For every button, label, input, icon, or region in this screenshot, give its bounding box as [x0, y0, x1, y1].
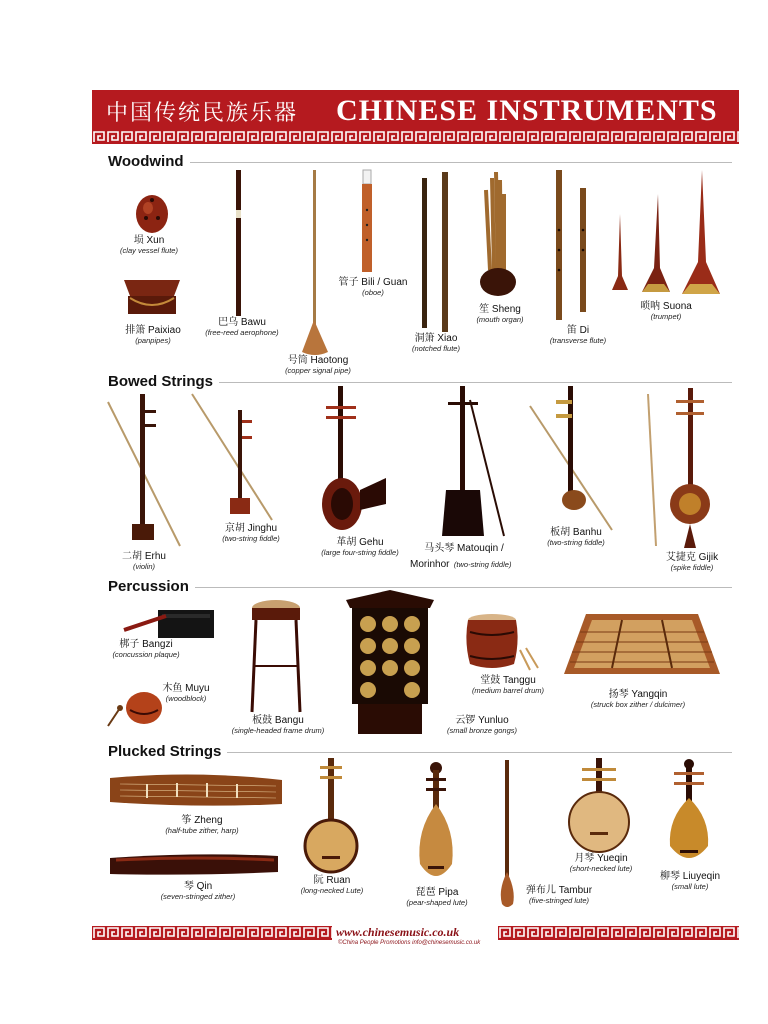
footer-credit: ©China People Promotions info@chinesemusic.co.uk	[338, 940, 481, 946]
footer-url[interactable]: www.chinesemusic.co.uk	[336, 925, 460, 939]
pipa-image	[414, 760, 458, 890]
caption-erhu: 二胡 Erhu (violin)	[122, 551, 166, 571]
caption-tambur: 弹布儿 Tambur (five-stringed lute)	[525, 885, 593, 905]
caption-bangzi: 梆子 Bangzi (concussion plaque)	[112, 639, 180, 659]
caption-sheng: 笙 Sheng (mouth organ)	[476, 304, 524, 324]
caption-bangu: 板鼓 Bangu (single-headed frame drum)	[231, 715, 325, 735]
zheng-image	[106, 772, 284, 812]
title-english: CHINESE INSTRUMENTS	[336, 94, 718, 127]
caption-paixiao: 排箫 Paixiao (panpipes)	[125, 325, 181, 345]
yunluo-image	[344, 590, 436, 738]
paixiao-image	[120, 276, 184, 324]
caption-guan: 管子 Bili / Guan (oboe)	[338, 277, 408, 297]
section-plucked-strings: Plucked Strings	[108, 743, 227, 760]
bawu-image	[234, 170, 244, 316]
caption-di: 笛 Di (transverse flute)	[549, 325, 607, 345]
title-chinese: 中国传统民族乐器	[106, 101, 299, 126]
gehu-image	[320, 386, 390, 536]
section-bowed-strings: Bowed Strings	[108, 373, 219, 390]
caption-morinhor: Morinhor (two-string fiddle)	[410, 559, 512, 570]
haotong-image	[300, 170, 330, 356]
caption-gijik: 艾捷克 Gijik (spike fiddle)	[665, 552, 719, 572]
caption-yunluo: 云锣 Yunluo (small bronze gongs)	[446, 715, 518, 735]
yangqin-image	[562, 612, 722, 678]
caption-zheng: 筝 Zheng (half-tube zither, harp)	[165, 815, 239, 835]
guan-image	[360, 170, 374, 272]
caption-banhu: 板胡 Banhu (two-string fiddle)	[547, 527, 605, 547]
caption-xiao: 洞箫 Xiao (notched flute)	[412, 333, 460, 353]
bangu-image	[248, 596, 304, 714]
bangzi-image	[122, 602, 218, 642]
caption-pipa: 琵琶 Pipa (pear-shaped lute)	[406, 887, 468, 907]
liuyeqin-image	[664, 758, 714, 870]
ruan-image	[304, 758, 360, 874]
banhu-image	[528, 386, 616, 532]
sheng-image	[476, 170, 516, 302]
matouqin-image	[440, 386, 510, 542]
caption-liuyeqin: 柳琴 Liuyeqin (small lute)	[659, 871, 721, 891]
caption-tanggu: 堂鼓 Tanggu (medium barrel drum)	[471, 675, 545, 695]
tanggu-image	[464, 612, 540, 672]
caption-qin: 琴 Qin (seven-stringed zither)	[160, 881, 236, 901]
tambur-image	[498, 760, 518, 908]
erhu-image	[104, 390, 184, 550]
caption-jinghu: 京胡 Jinghu (two-string fiddle)	[222, 523, 280, 543]
section-woodwind: Woodwind	[108, 153, 190, 170]
gijik-image	[646, 386, 726, 550]
yueqin-image	[568, 758, 632, 854]
caption-ruan: 阮 Ruan (long-necked Lute)	[300, 875, 364, 895]
caption-yueqin: 月琴 Yueqin (short-necked lute)	[569, 853, 633, 873]
jinghu-image	[186, 390, 276, 526]
di-image	[552, 170, 592, 320]
xun-image	[134, 190, 174, 234]
section-percussion: Percussion	[108, 578, 195, 595]
woodwind-rule	[108, 162, 732, 163]
caption-bawu: 巴乌 Bawu (free-reed aerophone)	[205, 317, 279, 337]
footer-meander-left	[92, 926, 332, 940]
qin-image	[106, 852, 282, 878]
caption-xun: 埙 Xun (clay vessel flute)	[120, 235, 178, 255]
footer-meander-right	[498, 926, 739, 940]
header-meander-border	[92, 130, 739, 144]
suona-image	[610, 170, 730, 298]
caption-gehu: 革胡 Gehu (large four-string fiddle)	[321, 537, 399, 557]
caption-muyu: 木鱼 Muyu (woodblock)	[162, 683, 210, 703]
caption-matouqin: 马头琴 Matouqin /	[424, 543, 504, 554]
caption-yangqin: 扬琴 Yangqin (struck box zither / dulcimer)	[590, 689, 686, 709]
xiao-image	[418, 172, 454, 332]
caption-haotong: 号筒 Haotong (copper signal pipe)	[285, 355, 351, 375]
percussion-rule	[108, 587, 732, 588]
caption-suona: 唢呐 Suona (trumpet)	[640, 301, 692, 321]
